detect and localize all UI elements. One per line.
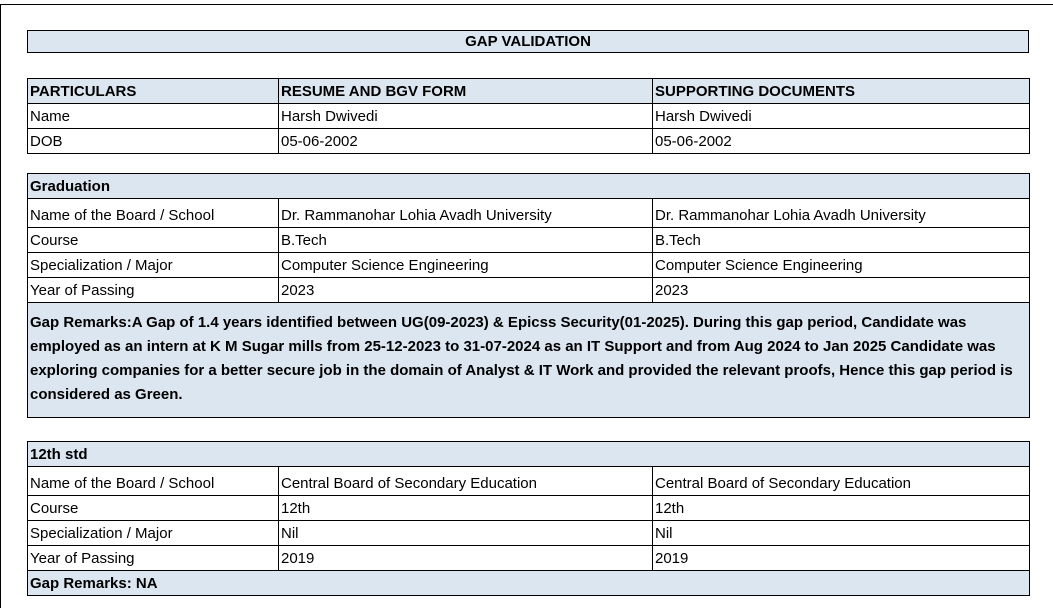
table-row (28, 228, 1030, 253)
table-row (28, 496, 1030, 521)
remarks-row (28, 303, 1030, 418)
resume-value: Harsh Dwivedi (279, 104, 653, 129)
documents-value: Nil (653, 521, 1030, 546)
sheet-border-left (0, 4, 1, 608)
documents-value: Harsh Dwivedi (653, 104, 1030, 129)
resume-value: B.Tech (279, 228, 653, 253)
row-label: Specialization / Major (28, 253, 279, 278)
sheet-border-top (0, 4, 1053, 5)
resume-value: 2023 (279, 278, 653, 303)
resume-value: Central Board of Secondary Education (279, 467, 653, 496)
section-heading-row (28, 174, 1030, 199)
resume-value: Computer Science Engineering (279, 253, 653, 278)
header-particulars: PARTICULARS (28, 79, 279, 104)
table-row (28, 129, 1030, 154)
documents-value: 05-06-2002 (653, 129, 1030, 154)
table-row (28, 199, 1030, 228)
table-row (28, 278, 1030, 303)
row-label: Year of Passing (28, 546, 279, 571)
documents-value: Dr. Rammanohar Lohia Avadh University (653, 199, 1030, 228)
twelfth-table-wrapper (27, 441, 1028, 596)
table-row (28, 546, 1030, 571)
gap-remarks: Gap Remarks:A Gap of 1.4 years identified between UG(09-2023) & Epicss Security(01-2025). During this gap period, Candidate was employed as an intern at K M Sugar mills from 25-12-2023 to 31-07-2024 as an IT Support and from Aug 2024 to Jan 2025 Candidate was exploring companies for a better secure job in the domain of Analyst & IT Work and provided the relevant proofs, Hence this gap period is considered as Green. (28, 303, 1030, 418)
documents-value: 2019 (653, 546, 1030, 571)
header-row (28, 79, 1030, 104)
table-row (28, 521, 1030, 546)
section-heading-row (28, 442, 1030, 467)
resume-value: 2019 (279, 546, 653, 571)
particulars-table (27, 78, 1030, 154)
remarks-row (28, 571, 1030, 596)
row-label: Course (28, 496, 279, 521)
graduation-table (27, 173, 1030, 418)
header-resume: RESUME AND BGV FORM (279, 79, 653, 104)
table-row (28, 253, 1030, 278)
table-row (28, 467, 1030, 496)
table-row (28, 104, 1030, 129)
row-label: Name of the Board / School (28, 199, 279, 228)
row-label: Year of Passing (28, 278, 279, 303)
resume-value: 12th (279, 496, 653, 521)
twelfth-table (27, 441, 1030, 596)
row-label: Course (28, 228, 279, 253)
row-label: Name (28, 104, 279, 129)
header-documents: SUPPORTING DOCUMENTS (653, 79, 1030, 104)
page-title: GAP VALIDATION (27, 30, 1029, 53)
documents-value: B.Tech (653, 228, 1030, 253)
documents-value: Central Board of Secondary Education (653, 467, 1030, 496)
documents-value: Computer Science Engineering (653, 253, 1030, 278)
resume-value: 05-06-2002 (279, 129, 653, 154)
particulars-table-wrapper (27, 78, 1028, 154)
section-heading: Graduation (28, 174, 1030, 199)
documents-value: 2023 (653, 278, 1030, 303)
documents-value: 12th (653, 496, 1030, 521)
row-label: DOB (28, 129, 279, 154)
section-heading: 12th std (28, 442, 1030, 467)
row-label: Name of the Board / School (28, 467, 279, 496)
graduation-table-wrapper (27, 173, 1028, 418)
resume-value: Nil (279, 521, 653, 546)
row-label: Specialization / Major (28, 521, 279, 546)
gap-remarks: Gap Remarks: NA (28, 571, 1030, 596)
resume-value: Dr. Rammanohar Lohia Avadh University (279, 199, 653, 228)
